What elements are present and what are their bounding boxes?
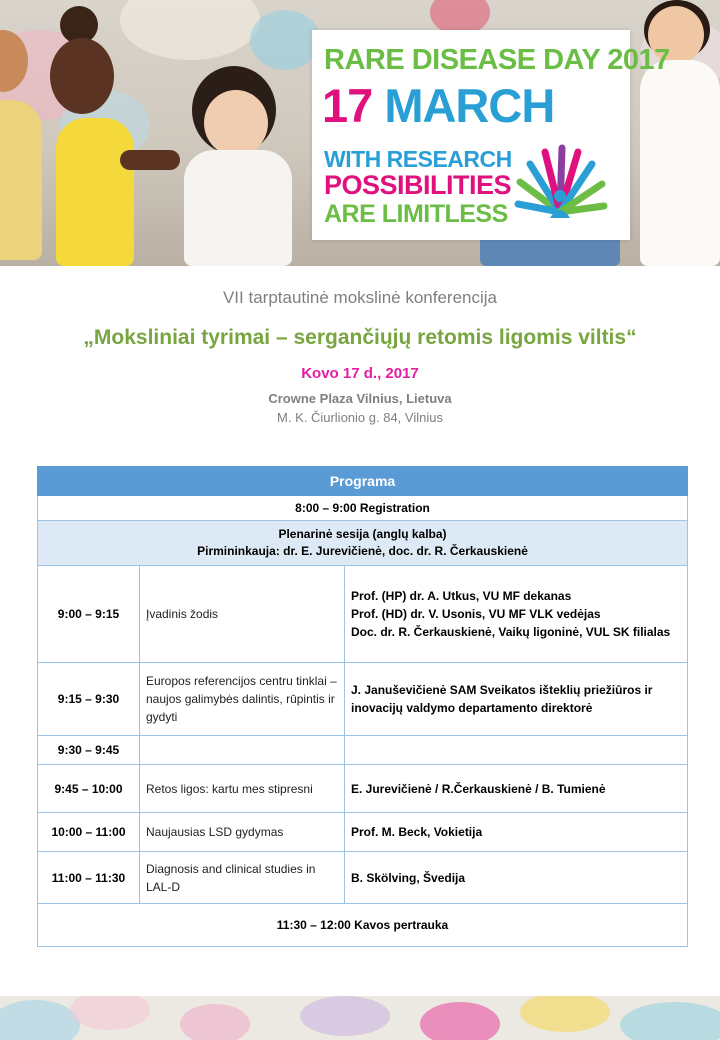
program-header-row — [38, 467, 688, 496]
table-row — [38, 765, 688, 813]
child-photo — [630, 0, 720, 266]
session-topic — [140, 736, 345, 765]
registration-text: 8:00 – 9:00 Registration — [38, 496, 688, 521]
table-row — [38, 736, 688, 765]
paint-splash — [420, 1002, 500, 1040]
program-table — [37, 466, 688, 947]
session-topic: Europos referencijos centru tinklai – naujos galimybės dalintis, rūpintis ir gydyti — [140, 663, 345, 736]
session-speaker: Prof. (HP) dr. A. Utkus, VU MF dekanas Prof. (HD) dr. V. Usonis, VU MF VLK vedėjas Doc. dr. R. Čerkauskienė, Vaikų ligoninė, VUL SK filialas — [345, 566, 688, 663]
footer-decoration — [0, 996, 720, 1040]
session-speaker: B. Skölving, Švedija — [345, 852, 688, 904]
rare-disease-day-box — [312, 30, 670, 240]
slogan-line-1: WITH RESEARCH — [324, 146, 512, 172]
plenary-title: Plenarinė sesija (anglų kalba) — [278, 527, 447, 541]
paint-splash — [180, 1004, 250, 1040]
table-row — [38, 813, 688, 852]
coffee-break: 11:30 – 12:00 Kavos pertrauka — [38, 904, 688, 947]
session-time: 9:45 – 10:00 — [38, 765, 140, 813]
session-time: 9:30 – 9:45 — [38, 736, 140, 765]
program-heading: Programa — [38, 467, 688, 496]
header-banner — [0, 0, 720, 266]
slogan-line-2: POSSIBILITIES — [324, 170, 512, 200]
paint-splash — [70, 996, 150, 1030]
plenary-session — [38, 521, 688, 566]
session-speaker: E. Jurevičienė / R.Čerkauskienė / B. Tumienė — [345, 765, 688, 813]
session-time: 9:00 – 9:15 — [38, 566, 140, 663]
conference-subtitle: VII tarptautinė mokslinė konferencija — [222, 288, 498, 307]
session-topic: Įvadinis žodis — [140, 566, 345, 663]
paint-splash — [0, 1000, 80, 1040]
table-row — [38, 663, 688, 736]
session-time: 9:15 – 9:30 — [38, 663, 140, 736]
registration-row — [38, 496, 688, 521]
event-name: RARE DISEASE DAY 2017 — [324, 44, 670, 76]
session-time: 11:00 – 11:30 — [38, 852, 140, 904]
slogan-line-3: ARE LIMITLESS — [324, 200, 508, 228]
paint-splash — [520, 996, 610, 1032]
session-speaker: Prof. M. Beck, Vokietija — [345, 813, 688, 852]
event-day: 17 — [322, 79, 373, 132]
paint-splash — [620, 1002, 720, 1040]
conference-title: „Moksliniai tyrimai – sergančiųjų retomis ligomis viltis“ — [83, 326, 637, 349]
session-time: 10:00 – 11:00 — [38, 813, 140, 852]
event-month: MARCH — [384, 79, 555, 132]
child-photo — [40, 0, 170, 266]
conference-address: M. K. Čiurlionio g. 84, Vilnius — [277, 410, 443, 425]
conference-venue: Crowne Plaza Vilnius, Lietuva — [268, 391, 452, 406]
table-row — [38, 566, 688, 663]
session-speaker: J. Januševičienė SAM Sveikatos išteklių priežiūros ir inovacijų valdymo departamento direktorė — [345, 663, 688, 736]
paint-splash — [300, 996, 390, 1036]
break-row — [38, 904, 688, 947]
plenary-row — [38, 521, 688, 566]
child-photo — [178, 0, 308, 266]
event-date-large — [322, 78, 554, 133]
table-row — [38, 852, 688, 904]
session-speaker — [345, 736, 688, 765]
plenary-chairs: Pirmininkauja: dr. E. Jurevičienė, doc. dr. R. Čerkauskienė — [197, 544, 528, 558]
hands-logo-icon — [500, 142, 620, 232]
session-topic: Retos ligos: kartu mes stipresni — [140, 765, 345, 813]
session-topic: Naujausias LSD gydymas — [140, 813, 345, 852]
session-topic: Diagnosis and clinical studies in LAL-D — [140, 852, 345, 904]
conference-date: Kovo 17 d., 2017 — [301, 365, 419, 382]
